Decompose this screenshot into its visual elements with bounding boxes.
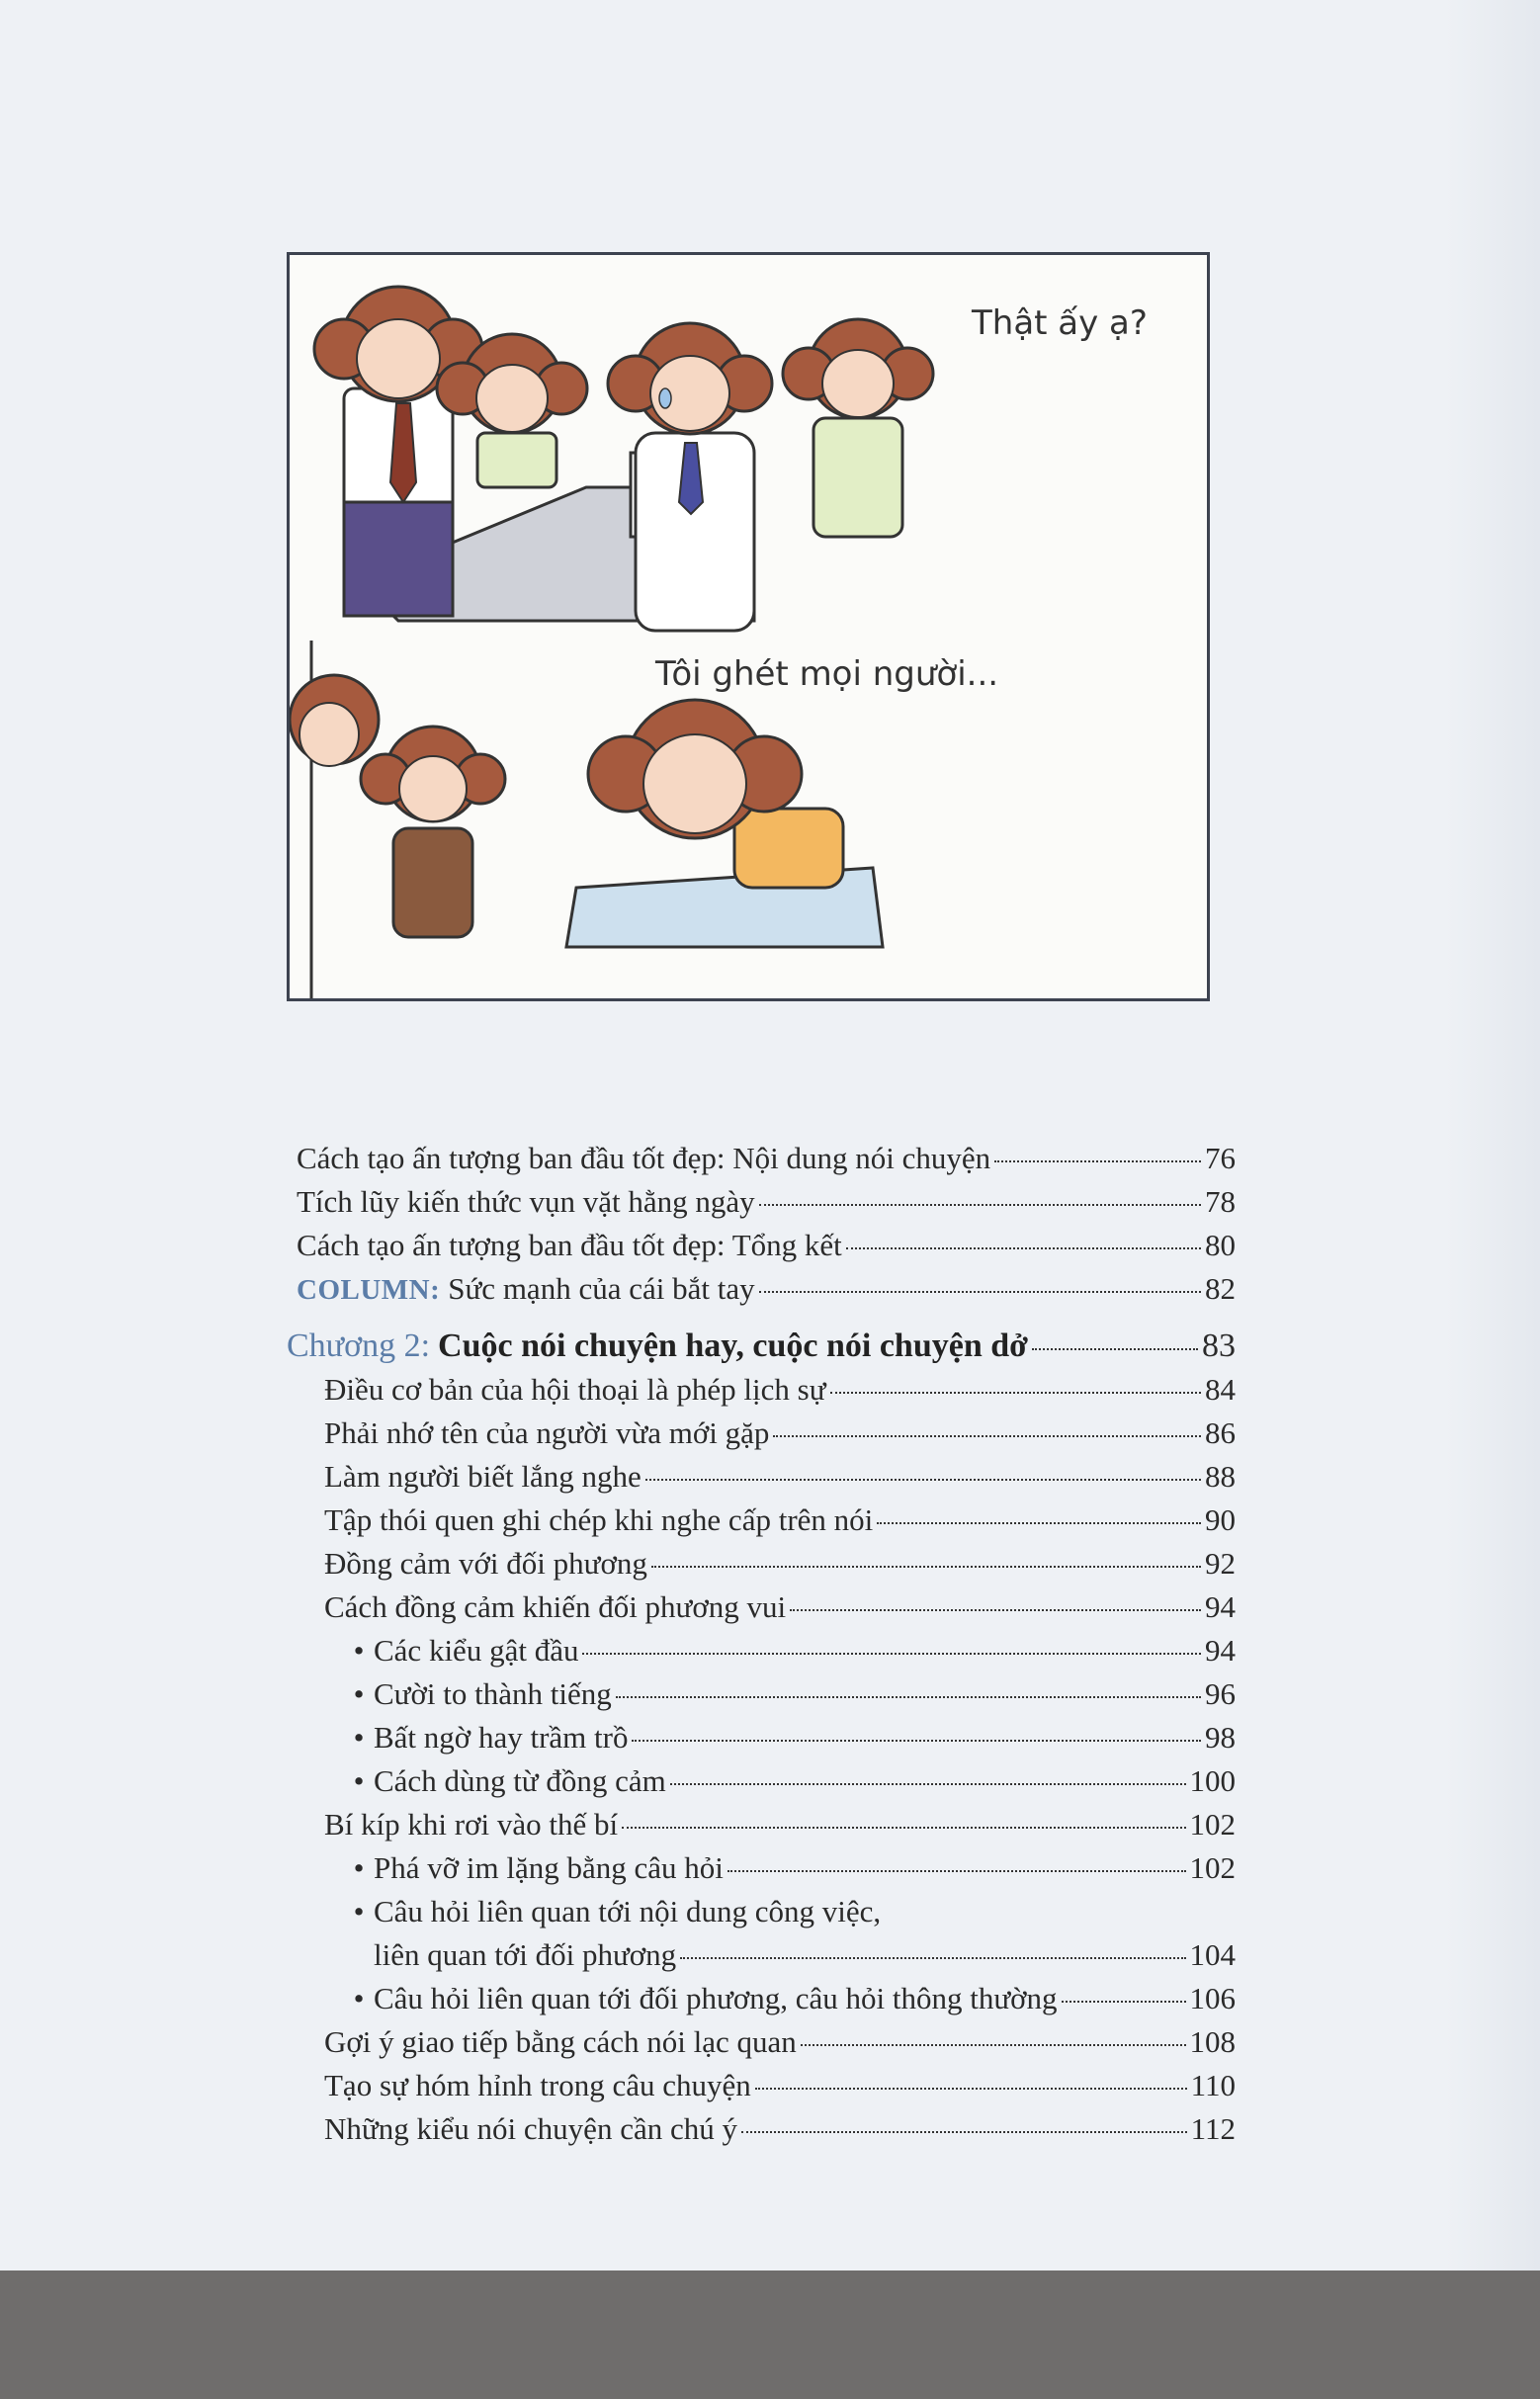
toc-page: 86 bbox=[1205, 1415, 1236, 1450]
toc-entry bbox=[324, 2064, 1236, 2107]
dot-leader bbox=[741, 2131, 1187, 2133]
toc-title: Các kiểu gật đầu bbox=[374, 1633, 579, 1668]
bullet-icon: • bbox=[353, 1763, 365, 1798]
page-edge-shadow bbox=[1445, 0, 1540, 2270]
bullet-icon: • bbox=[353, 1894, 365, 1928]
toc-bullet-entry bbox=[348, 1846, 1236, 1890]
dot-leader bbox=[632, 1740, 1201, 1742]
toc-page: 80 bbox=[1205, 1228, 1236, 1262]
bottom-margin-bar bbox=[0, 2270, 1540, 2399]
toc-page: 94 bbox=[1205, 1633, 1236, 1668]
bullet-icon: • bbox=[353, 1981, 365, 2015]
toc-title: liên quan tới đối phương bbox=[374, 1937, 677, 1972]
toc-bullet-entry-line1 bbox=[348, 1890, 881, 1933]
toc-title: Cách dùng từ đồng cảm bbox=[374, 1763, 666, 1798]
toc-title: Câu hỏi liên quan tới đối phương, câu hỏi thông thường bbox=[374, 1981, 1058, 2015]
toc-bullet-entry bbox=[348, 1977, 1236, 2020]
speech-top: Thật ấy ạ? bbox=[972, 303, 1148, 343]
toc-page: 104 bbox=[1189, 1937, 1236, 1972]
dot-leader bbox=[1032, 1348, 1198, 1350]
toc-entry bbox=[324, 1803, 1236, 1846]
toc-title: Đồng cảm với đối phương bbox=[324, 1546, 647, 1581]
toc-entry bbox=[324, 1499, 1236, 1542]
dot-leader bbox=[830, 1392, 1201, 1394]
chapter-title: Cuộc nói chuyện hay, cuộc nói chuyện dở bbox=[438, 1328, 1028, 1364]
toc-entry bbox=[324, 1455, 1236, 1499]
dot-leader bbox=[790, 1609, 1201, 1611]
dot-leader bbox=[846, 1247, 1201, 1249]
toc-bullet-entry bbox=[348, 1672, 1236, 1716]
dot-leader bbox=[622, 1827, 1185, 1829]
toc-page: 98 bbox=[1205, 1720, 1236, 1755]
bullet-icon: • bbox=[353, 1850, 365, 1885]
comic-illustration bbox=[287, 252, 1210, 1001]
toc-title: Sức mạnh của cái bắt tay bbox=[448, 1271, 755, 1306]
bullet-icon: • bbox=[353, 1676, 365, 1711]
dot-leader bbox=[582, 1653, 1201, 1655]
toc-page: 94 bbox=[1205, 1589, 1236, 1624]
toc-title: Tạo sự hóm hỉnh trong câu chuyện bbox=[324, 2068, 751, 2102]
toc-page: 108 bbox=[1189, 2024, 1236, 2059]
dot-leader bbox=[1062, 2001, 1186, 2003]
toc-page: 90 bbox=[1205, 1502, 1236, 1537]
toc-page: 76 bbox=[1205, 1141, 1236, 1175]
dot-leader bbox=[755, 2088, 1187, 2090]
dot-leader bbox=[645, 1479, 1201, 1481]
toc-title: Bí kíp khi rơi vào thế bí bbox=[324, 1807, 619, 1842]
toc-title: Bất ngờ hay trầm trồ bbox=[374, 1720, 629, 1755]
toc-column-entry bbox=[297, 1267, 1236, 1311]
toc-page: 110 bbox=[1190, 2068, 1236, 2102]
dot-leader bbox=[727, 1870, 1186, 1872]
toc-entry bbox=[324, 2020, 1236, 2064]
dot-leader bbox=[801, 2044, 1186, 2046]
toc-title: Cách tạo ấn tượng ban đầu tốt đẹp: Tổng kết bbox=[297, 1228, 842, 1262]
toc-bullet-entry bbox=[348, 1759, 1236, 1803]
toc-title: Cười to thành tiếng bbox=[374, 1676, 612, 1711]
dot-leader bbox=[670, 1783, 1186, 1785]
bullet-icon: • bbox=[353, 1633, 365, 1668]
toc-title: Tập thói quen ghi chép khi nghe cấp trên nói bbox=[324, 1502, 874, 1537]
toc-title: Làm người biết lắng nghe bbox=[324, 1459, 642, 1494]
toc-page: 88 bbox=[1205, 1459, 1236, 1494]
toc-title: Cách tạo ấn tượng ban đầu tốt đẹp: Nội dung nói chuyện bbox=[297, 1141, 991, 1175]
toc-bullet-entry bbox=[348, 1629, 1236, 1672]
toc-title: Điều cơ bản của hội thoại là phép lịch sự bbox=[324, 1372, 826, 1407]
dot-leader bbox=[877, 1522, 1201, 1524]
toc-entry bbox=[324, 1542, 1236, 1585]
toc-page: 82 bbox=[1205, 1271, 1236, 1306]
toc-entry bbox=[324, 2107, 1236, 2151]
dot-leader bbox=[651, 1566, 1201, 1568]
toc-entry bbox=[324, 1368, 1236, 1412]
toc-page: 92 bbox=[1205, 1546, 1236, 1581]
toc-entry bbox=[324, 1585, 1236, 1629]
dot-leader bbox=[759, 1204, 1201, 1206]
toc-page: 83 bbox=[1202, 1328, 1236, 1364]
toc-page: 102 bbox=[1189, 1807, 1236, 1842]
toc-page: 100 bbox=[1189, 1763, 1236, 1798]
toc-bullet-entry bbox=[348, 1716, 1236, 1759]
dot-leader bbox=[680, 1957, 1185, 1959]
toc-entry bbox=[297, 1180, 1236, 1224]
toc-title: Những kiểu nói chuyện cần chú ý bbox=[324, 2111, 737, 2146]
toc-bullet-entry-line2 bbox=[374, 1933, 1236, 1977]
toc-title: Phá vỡ im lặng bằng câu hỏi bbox=[374, 1850, 724, 1885]
toc-page: 106 bbox=[1189, 1981, 1236, 2015]
toc-entry bbox=[297, 1137, 1236, 1180]
toc-page: 84 bbox=[1205, 1372, 1236, 1407]
toc-title: Tích lũy kiến thức vụn vặt hằng ngày bbox=[297, 1184, 755, 1219]
speech-middle: Tôi ghét mọi người... bbox=[655, 654, 999, 694]
toc-entry bbox=[324, 1412, 1236, 1455]
dot-leader bbox=[616, 1696, 1201, 1698]
toc-title: Câu hỏi liên quan tới nội dung công việc, bbox=[374, 1894, 882, 1928]
toc-title: Phải nhớ tên của người vừa mới gặp bbox=[324, 1415, 770, 1450]
toc-page: 112 bbox=[1190, 2111, 1236, 2146]
bullet-icon: • bbox=[353, 1720, 365, 1755]
toc-entry bbox=[297, 1224, 1236, 1267]
toc-page: 96 bbox=[1205, 1676, 1236, 1711]
toc-title: Cách đồng cảm khiến đối phương vui bbox=[324, 1589, 787, 1624]
dot-leader bbox=[994, 1160, 1201, 1162]
chapter-label: Chương 2: bbox=[287, 1328, 431, 1364]
toc-page: 102 bbox=[1189, 1850, 1236, 1885]
column-label: COLUMN: bbox=[297, 1274, 441, 1306]
dot-leader bbox=[773, 1435, 1201, 1437]
toc-title: Gợi ý giao tiếp bằng cách nói lạc quan bbox=[324, 2024, 797, 2059]
toc-chapter-heading bbox=[287, 1325, 1236, 1368]
toc-page: 78 bbox=[1205, 1184, 1236, 1219]
dot-leader bbox=[759, 1291, 1201, 1293]
